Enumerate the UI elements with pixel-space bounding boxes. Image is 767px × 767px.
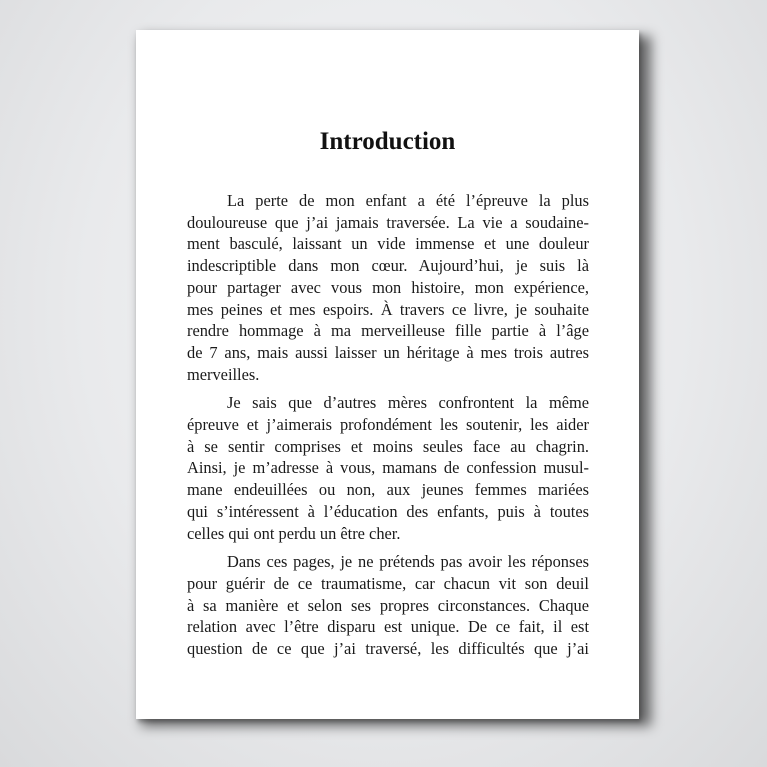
text-line: douloureuse que j’ai jamais traversée. La vie a soudaine- [187, 212, 589, 232]
text-line: pour guérir de ce traumatisme, car chacun vit son deuil [187, 573, 589, 593]
text-line: Je sais que d’autres mères confrontent la même [227, 393, 589, 413]
body-text [187, 190, 589, 667]
book-page [136, 30, 639, 719]
text-line: mes peines et mes espoirs. À travers ce livre, je souhaite [187, 299, 589, 319]
text-line: question de ce que j’ai traversé, les difficultés que j’ai [187, 639, 589, 659]
text-line: ment basculé, laissant un vide immense et une douleur [187, 234, 589, 254]
text-line: qui s’intéressent à l’éducation des enfants, puis à toutes [187, 501, 589, 521]
chapter-title: Introduction [319, 128, 456, 155]
text-line: pour partager avec vous mon histoire, mon expérience, [187, 277, 589, 297]
text-line: de 7 ans, mais aussi laisser un héritage à mes trois autres [187, 342, 589, 362]
text-line: indescriptible dans mon cœur. Aujourd’hui, je suis là [187, 256, 589, 276]
text-line: rendre hommage à ma merveilleuse fille partie à l’âge [187, 321, 589, 341]
paragraph-2 [187, 392, 589, 544]
text-line: celles qui ont perdu un être cher. [187, 523, 401, 543]
text-line: Ainsi, je m’adresse à vous, mamans de confession musul- [187, 458, 589, 478]
text-line: mane endeuillées ou non, aux jeunes femmes mariées [187, 480, 589, 500]
text-line: relation avec l’être disparu est unique. De ce fait, il est [187, 617, 589, 637]
text-line: à sa manière et selon ses propres circonstances. Chaque [187, 595, 589, 615]
paragraph-1 [187, 190, 589, 385]
paragraph-3 [187, 551, 589, 660]
text-line: à se sentir comprises et moins seules face au chagrin. [187, 436, 589, 456]
text-line: Dans ces pages, je ne prétends pas avoir les réponses [227, 552, 589, 572]
text-line: merveilles. [187, 364, 260, 384]
text-line: épreuve et j’aimerais profondément les soutenir, les aider [187, 415, 589, 435]
text-line: La perte de mon enfant a été l’épreuve la plus [227, 191, 589, 210]
